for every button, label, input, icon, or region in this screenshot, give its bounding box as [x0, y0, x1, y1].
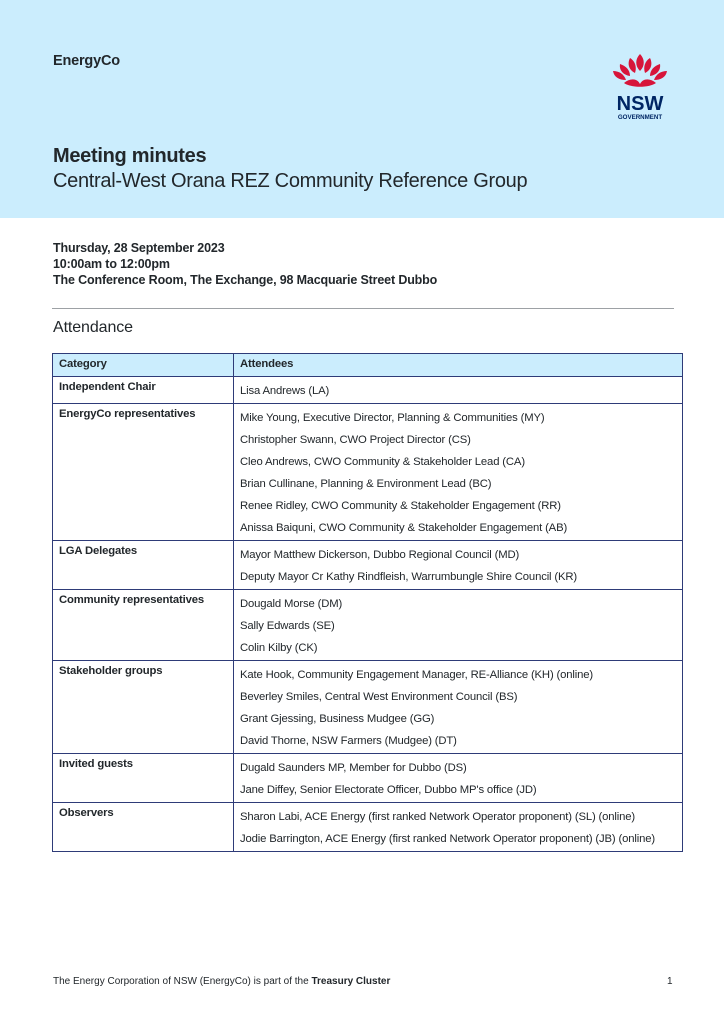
header-band [0, 0, 724, 218]
attendance-heading: Attendance [53, 319, 133, 336]
attendance-table [52, 353, 683, 852]
category-cell: Independent Chair [53, 377, 234, 404]
attendee-entry: Beverley Smiles, Central West Environment Council (BS) [240, 691, 518, 703]
attendees-cell [234, 661, 683, 754]
attendee-entry: Jodie Barrington, ACE Energy (first ranked Network Operator proponent) (JB) (online) [240, 833, 655, 845]
attendee-entry: Mike Young, Executive Director, Planning & Communities (MY) [240, 412, 545, 424]
attendee-entry: Renee Ridley, CWO Community & Stakeholder Engagement (RR) [240, 500, 561, 512]
section-divider [52, 308, 674, 309]
column-header-attendees: Attendees [234, 354, 683, 377]
attendee-entry: Deputy Mayor Cr Kathy Rindfleish, Warrumbungle Shire Council (KR) [240, 571, 578, 583]
nsw-government-logo [604, 50, 676, 122]
table-row [53, 754, 683, 803]
category-cell: Invited guests [53, 754, 234, 803]
table-row [53, 541, 683, 590]
document-title: Meeting minutes [53, 145, 207, 167]
attendee-entry: Christopher Swann, CWO Project Director (CS) [240, 434, 471, 446]
footer-text-bold: Treasury Cluster [311, 976, 391, 987]
table-header-row [53, 354, 683, 377]
attendee-entry: Grant Gjessing, Business Mudgee (GG) [240, 713, 435, 725]
attendee-entry: Anissa Baiquni, CWO Community & Stakeholder Engagement (AB) [240, 522, 568, 534]
attendee-entry: Colin Kilby (CK) [240, 642, 318, 654]
attendee-entry: Dugald Saunders MP, Member for Dubbo (DS) [240, 762, 467, 774]
attendees-cell [234, 754, 683, 803]
category-cell: Observers [53, 803, 234, 852]
attendee-entry: Jane Diffey, Senior Electorate Officer, Dubbo MP's office (JD) [240, 784, 537, 796]
meeting-date: Thursday, 28 September 2023 [53, 241, 225, 255]
meeting-time: 10:00am to 12:00pm [53, 257, 170, 271]
attendees-cell [234, 377, 683, 404]
attendee-entry: David Thorne, NSW Farmers (Mudgee) (DT) [240, 735, 457, 747]
table-row [53, 803, 683, 852]
attendees-cell [234, 541, 683, 590]
meeting-location: The Conference Room, The Exchange, 98 Macquarie Street Dubbo [53, 273, 438, 287]
attendee-entry: Brian Cullinane, Planning & Environment Lead (BC) [240, 478, 492, 490]
category-cell: Community representatives [53, 590, 234, 661]
category-cell: Stakeholder groups [53, 661, 234, 754]
table-row [53, 590, 683, 661]
logo-text-government: GOVERNMENT [617, 114, 663, 121]
column-header-category: Category [53, 354, 234, 377]
footer-text [53, 976, 390, 987]
document-subtitle: Central-West Orana REZ Community Reference Group [53, 170, 528, 192]
attendee-entry: Kate Hook, Community Engagement Manager, RE-Alliance (KH) (online) [240, 669, 594, 681]
logo-text-nsw: NSW [616, 93, 664, 115]
category-cell: LGA Delegates [53, 541, 234, 590]
attendees-cell [234, 803, 683, 852]
attendee-entry: Sharon Labi, ACE Energy (first ranked Network Operator proponent) (SL) (online) [240, 811, 636, 823]
attendees-cell [234, 404, 683, 541]
attendees-cell [234, 590, 683, 661]
attendee-entry: Dougald Morse (DM) [240, 598, 343, 610]
waratah-flower-icon [613, 54, 667, 87]
table-row [53, 404, 683, 541]
attendee-entry: Cleo Andrews, CWO Community & Stakeholder Lead (CA) [240, 456, 525, 468]
footer-text-prefix: The Energy Corporation of NSW (EnergyCo) is part of the [53, 976, 312, 987]
table-row [53, 661, 683, 754]
attendee-entry: Lisa Andrews (LA) [240, 385, 330, 397]
page-number: 1 [667, 976, 673, 987]
category-cell: EnergyCo representatives [53, 404, 234, 541]
attendance-table-body [53, 377, 683, 852]
meeting-details [53, 240, 437, 288]
attendee-entry: Sally Edwards (SE) [240, 620, 335, 632]
attendee-entry: Mayor Matthew Dickerson, Dubbo Regional Council (MD) [240, 549, 520, 561]
table-row [53, 377, 683, 404]
org-name: EnergyCo [53, 53, 120, 69]
